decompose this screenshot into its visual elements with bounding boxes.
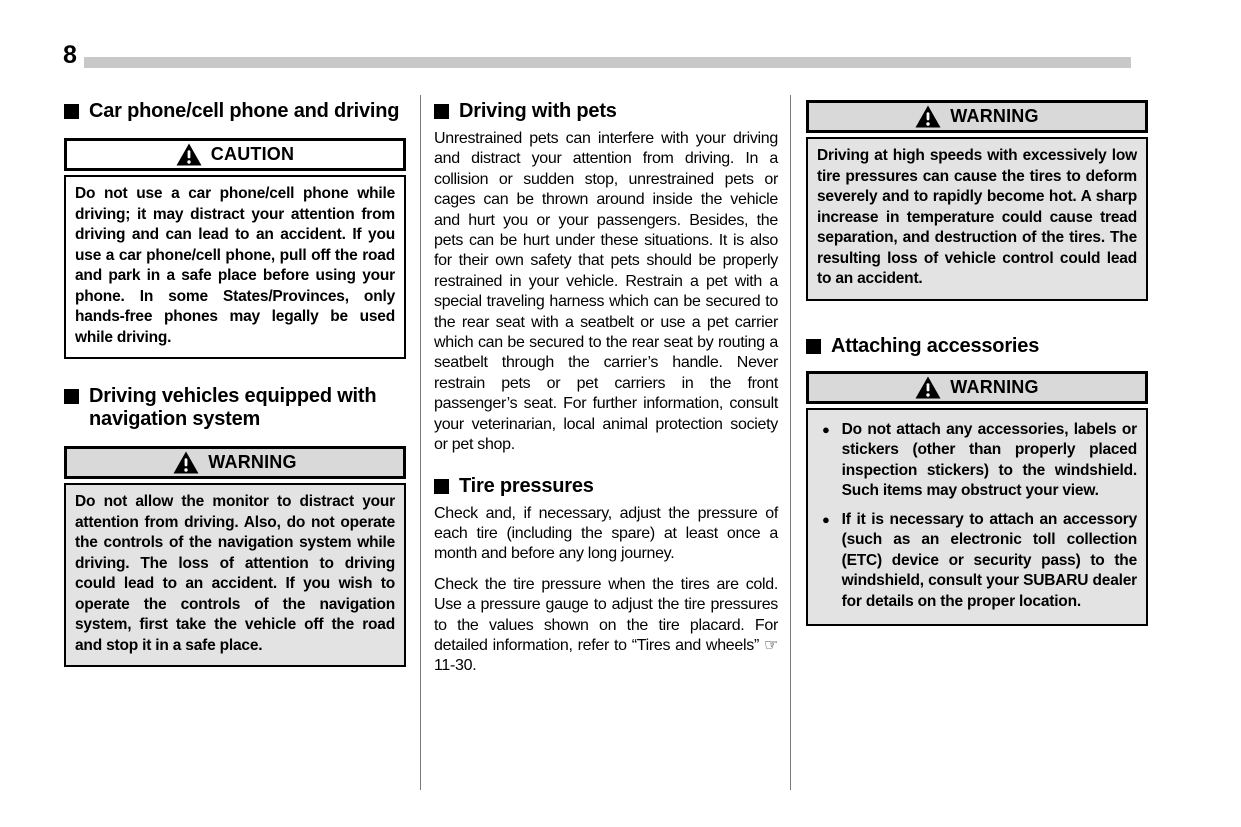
warning-bullet-list <box>806 408 1148 627</box>
section-title: Driving with pets <box>459 100 617 122</box>
section-title: Driving vehicles equipped with navigation system <box>89 385 377 430</box>
column-separator <box>790 95 791 790</box>
caution-header <box>64 138 406 171</box>
warning-header <box>806 371 1148 404</box>
section-heading-navigation <box>64 385 406 431</box>
warning-triangle-icon <box>915 105 941 128</box>
bullet-dot-icon: ● <box>822 421 830 437</box>
warning-box-tire-pressure <box>806 100 1148 301</box>
page-number: 8 <box>63 41 77 69</box>
warning-label: WARNING <box>950 376 1039 397</box>
column-separator <box>420 95 421 790</box>
warning-text: Do not allow the monitor to distract your attention from driving. Also, do not operate the controls of the navigation system while driving. The loss of attention to driving could lead to an accident. If you wish to operate the controls of the navigation system, first take the vehicle off the road and stop it in a safe place. <box>64 483 406 667</box>
middle-column <box>434 100 778 677</box>
section-heading-tire-pressures <box>434 475 778 498</box>
warning-bullet-text: If it is necessary to attach an accessory (such as an electronic toll collection (ETC) device or security pass) to the windshield, consult your SUBARU dealer for details on the proper location. <box>841 510 1137 610</box>
body-paragraph: Check and, if necessary, adjust the pressure of each tire (including the spare) at least once a month and before any long journey. <box>434 504 778 563</box>
warning-label: WARNING <box>208 452 297 472</box>
square-bullet-icon <box>64 389 79 404</box>
warning-bullet <box>814 510 1137 613</box>
caution-text: Do not use a car phone/cell phone while driving; it may distract your attention from driving and can lead to an accident. If you use a car phone/cell phone, pull off the road and park in a safe place before using your phone. In some States/Provinces, only hands-free phones may legally be used while driving. <box>64 175 406 359</box>
warning-triangle-icon <box>176 143 202 166</box>
warning-box-navigation <box>64 446 406 667</box>
section-heading-accessories <box>806 335 1148 358</box>
left-column <box>64 100 406 667</box>
caution-box <box>64 138 406 359</box>
body-paragraph: Unrestrained pets can interfere with your driving and distract your attention from driving. In a collision or sudden stop, unrestrained pets or cages can be thrown around inside the vehicle and hurt you or your passengers. Besides, the pets can be hurt under these situations. It is also for their own safety that pets should be properly restrained in your vehicle. Restrain a pet with a special traveling harness which can be secured to the rear seat with a seatbelt or use a pet carrier which can be secured to the rear seat by routing a seatbelt through the carrier’s handle. Never restrain pets or pet carriers in the front passenger’s seat. For further information, consult your veterinarian, local animal protection society or pet shop. <box>434 130 778 454</box>
square-bullet-icon <box>434 104 449 119</box>
warning-header <box>64 446 406 479</box>
bullet-dot-icon: ● <box>822 511 830 527</box>
square-bullet-icon <box>64 104 79 119</box>
warning-label: WARNING <box>950 106 1039 126</box>
warning-box-accessories <box>806 371 1148 627</box>
header-rule <box>84 57 1131 68</box>
warning-triangle-icon <box>173 451 199 474</box>
square-bullet-icon <box>434 479 449 494</box>
section-heading-pets <box>434 100 778 123</box>
section-title: Car phone/cell phone and driving <box>89 100 400 122</box>
section-title: Attaching accessories <box>831 334 1040 357</box>
warning-bullet-text: Do not attach any accessories, labels or stickers (other than properly placed inspection stickers) to the windshield. Such items may obstruct your view. <box>841 420 1137 499</box>
right-column <box>806 100 1148 626</box>
warning-bullet <box>814 420 1137 502</box>
warning-header <box>806 100 1148 133</box>
warning-triangle-icon <box>915 376 941 399</box>
body-paragraph: Check the tire pressure when the tires are cold. Use a pressure gauge to adjust the tire pressures to the values shown on the tire placard. For detailed information, refer to “Tires and wheels” ☞11-30. <box>434 575 778 675</box>
caution-label: CAUTION <box>210 144 295 164</box>
warning-text: Driving at high speeds with excessively low tire pressures can cause the tires to deform severely and to rapidly become hot. A sharp increase in temperature could cause tread separation, and destruction of the tires. The resulting loss of vehicle control could lead to an accident. <box>806 137 1148 301</box>
section-heading-car-phone <box>64 100 406 123</box>
square-bullet-icon <box>806 339 821 354</box>
section-title: Tire pressures <box>459 474 594 497</box>
